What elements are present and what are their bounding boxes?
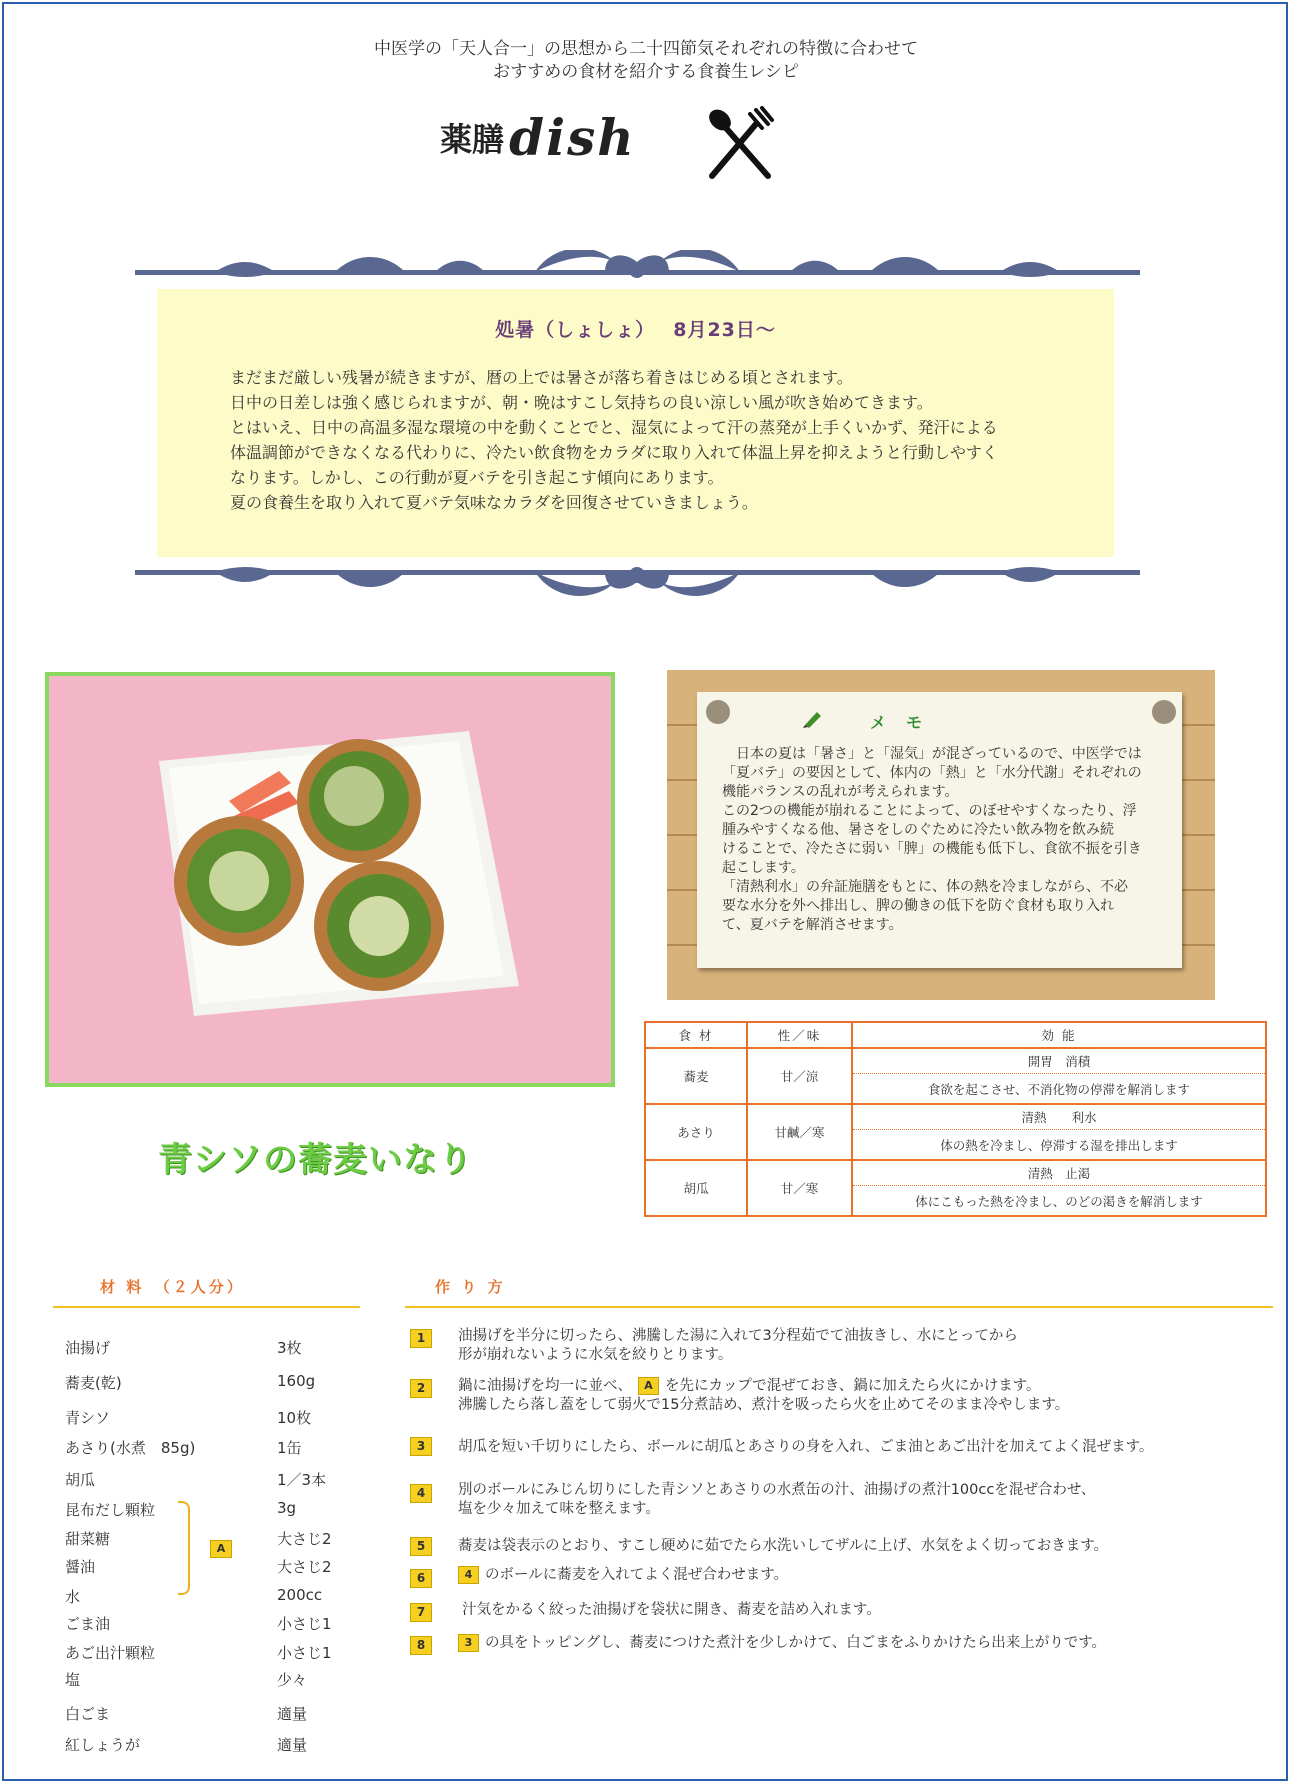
ingredient-name: 青シソ xyxy=(65,1409,111,1427)
season-title: 処暑（しょしょ） 8月23日～ xyxy=(495,319,776,341)
col-header-nature: 性／味 xyxy=(747,1022,852,1048)
ingredient-name: 白ごま xyxy=(65,1705,111,1723)
ingredient-amount: 1／3本 xyxy=(277,1471,327,1489)
memo-line: 要な水分を外へ排出し、脾の働きの低下を防ぐ食材も取り入れ xyxy=(722,898,1114,914)
col-header-effect: 効 能 xyxy=(852,1022,1266,1048)
memo-line: 起こします。 xyxy=(722,860,805,876)
memo-line: 機能バランスの乱れが考えられます。 xyxy=(722,784,959,800)
season-line: 夏の食養生を取り入れて夏バテ気味なカラダを回復させていきましょう。 xyxy=(230,493,758,512)
memo-line: 日本の夏は「暑さ」と「湿気」が混ざっているので、中医学では xyxy=(722,746,1142,762)
ingredients-heading: 材 料 （２人分） xyxy=(100,1278,245,1296)
step-line: 胡瓜を短い千切りにしたら、ボールに胡瓜とあさりの身を入れ、ごま油とあご出汁を加えてよく混ぜます。 xyxy=(458,1439,1154,1455)
cell-effect-title: 清熱 利水 xyxy=(852,1104,1266,1130)
memo-line: 「清熱利水」の弁証施膳をもとに、体の熱を冷ましながら、不必 xyxy=(722,879,1128,895)
ingredient-name: あご出汁顆粒 xyxy=(65,1644,156,1662)
season-line: 日中の日差しは強く感じられますが、朝・晩はすこし気持ちの良い涼しい風が吹き始めてきます。 xyxy=(230,393,933,412)
ingredients-rule xyxy=(53,1306,360,1308)
step-text xyxy=(458,1481,1095,1519)
step-text xyxy=(458,1438,1153,1457)
cell-food: あさり xyxy=(645,1104,747,1160)
step-text xyxy=(458,1537,1108,1556)
group-a-badge: A xyxy=(210,1540,232,1558)
cell-effect-title: 開胃 消積 xyxy=(852,1048,1266,1074)
cell-food: 胡瓜 xyxy=(645,1160,747,1216)
cell-food: 蕎麦 xyxy=(645,1048,747,1104)
step-ref-badge: A xyxy=(638,1377,659,1395)
effects-table xyxy=(644,1021,1267,1217)
step-line-post: のボールに蕎麦を入れてよく混ぜ合わせます。 xyxy=(485,1567,789,1583)
pencil-icon xyxy=(802,708,824,728)
memo-line: けることで、冷たさに弱い「脾」の機能も低下し、食欲不振を引き xyxy=(722,841,1142,857)
step-line: 形が崩れないように水気を絞りとります。 xyxy=(458,1347,733,1363)
steps-heading: 作 り 方 xyxy=(435,1278,506,1296)
step-text xyxy=(458,1327,1018,1365)
pin-icon xyxy=(1152,700,1176,724)
step-ref-badge: 3 xyxy=(458,1634,479,1652)
ingredient-amount: 適量 xyxy=(277,1705,308,1723)
step-line-post: の具をトッピングし、蕎麦につけた煮汁を少しかけて、白ごまをふりかけたら出来上がりです。 xyxy=(485,1635,1107,1651)
ingredient-name: 水 xyxy=(65,1588,81,1606)
ingredient-amount: 適量 xyxy=(277,1736,308,1754)
title-jp: 薬膳 xyxy=(440,120,505,159)
season-line: まだまだ厳しい残暑が続きますが、暦の上では暑さが落ち着きはじめる頃とされます。 xyxy=(230,368,853,387)
memo-line: て、夏バテを解消させます。 xyxy=(722,917,903,933)
cell-effect-desc: 体にこもった熱を冷まし、のどの渇きを解消します xyxy=(852,1186,1266,1217)
step-line: 蕎麦は袋表示のとおり、すこし硬めに茹でたら水洗いしてザルに上げ、水気をよく切っておきます。 xyxy=(458,1538,1109,1554)
step-number: 8 xyxy=(410,1636,432,1655)
step-text xyxy=(458,1377,1069,1415)
season-text xyxy=(230,365,1090,515)
step-number: 4 xyxy=(410,1484,432,1503)
step-ref-badge: 4 xyxy=(458,1566,479,1584)
step-line: 油揚げを半分に切ったら、沸騰した湯に入れて3分程茹でて油抜きし、水にとってから xyxy=(458,1328,1018,1344)
step-line-post: を先にカップで混ぜておき、鍋に加えたら火にかけます。 xyxy=(665,1378,1041,1394)
memo-text xyxy=(722,745,1162,935)
step-number: 1 xyxy=(410,1329,432,1348)
ingredient-name: 甜菜糖 xyxy=(65,1530,111,1548)
dish-photo xyxy=(45,672,615,1087)
ornament-bottom xyxy=(135,550,1140,600)
step-line xyxy=(452,1566,788,1585)
step-line: 汁気をかるく絞った油揚げを袋状に開き、蕎麦を詰め入れます。 xyxy=(462,1602,881,1618)
step-number: 2 xyxy=(410,1379,432,1398)
step-line xyxy=(452,1634,1106,1653)
page-title xyxy=(440,108,636,188)
intro-line-2: おすすめの食材を紹介する食養生レシピ xyxy=(493,62,799,82)
step-text xyxy=(452,1634,1106,1653)
memo-line: 「夏バテ」の要因として、体内の「熱」と「水分代謝」それぞれの xyxy=(722,765,1142,781)
table-row xyxy=(645,1160,1266,1186)
cell-nature: 甘鹹／寒 xyxy=(747,1104,852,1160)
pin-icon xyxy=(706,700,730,724)
table-row xyxy=(645,1048,1266,1074)
ingredient-amount: 大さじ2 xyxy=(277,1558,332,1576)
ingredient-amount: 小さじ1 xyxy=(277,1644,332,1662)
ingredient-name: 蕎麦(乾) xyxy=(65,1374,122,1392)
ingredient-amount: 200cc xyxy=(277,1586,323,1604)
table-header-row xyxy=(645,1022,1266,1048)
steps-rule xyxy=(405,1306,1273,1308)
cell-nature: 甘／寒 xyxy=(747,1160,852,1216)
ingredient-amount: 1缶 xyxy=(277,1439,302,1457)
ingredient-amount: 10枚 xyxy=(277,1409,312,1427)
ingredient-amount: 大さじ2 xyxy=(277,1530,332,1548)
cell-effect-title: 清熱 止渇 xyxy=(852,1160,1266,1186)
title-en: dish xyxy=(509,108,636,167)
ingredient-name: ごま油 xyxy=(65,1615,111,1633)
ingredient-name: 油揚げ xyxy=(65,1339,111,1357)
ingredient-amount: 160g xyxy=(277,1372,316,1390)
season-line: なります。しかし、この行動が夏バテを引き起こす傾向にあります。 xyxy=(230,468,724,487)
table-row xyxy=(645,1104,1266,1130)
step-line xyxy=(458,1377,1069,1396)
step-text xyxy=(462,1601,881,1620)
ingredient-name: 紅しょうが xyxy=(65,1736,141,1754)
step-line: 塩を少々加えて味を整えます。 xyxy=(458,1501,660,1517)
step-number: 3 xyxy=(410,1437,432,1456)
fork-spoon-icon xyxy=(700,106,780,184)
memo-heading: メ モ xyxy=(870,713,925,732)
ingredient-name: 昆布だし顆粒 xyxy=(65,1501,156,1519)
step-line: 沸騰したら落し蓋をして弱火で15分煮詰め、煮汁を吸ったら火を止めてそのまま冷やします。 xyxy=(458,1397,1070,1413)
ingredient-name: 胡瓜 xyxy=(65,1471,96,1489)
step-text xyxy=(452,1566,788,1585)
col-header-food: 食 材 xyxy=(645,1022,747,1048)
step-number: 5 xyxy=(410,1537,432,1556)
ingredient-name: あさり(水煮 85g) xyxy=(65,1439,196,1457)
ingredient-amount: 3g xyxy=(277,1499,297,1517)
season-line: とはいえ、日中の高温多湿な環境の中を動くことでと、湿気によって汗の蒸発が上手くいかず、発汗による xyxy=(230,418,998,437)
memo-line: 腫みやすくなる他、暑さをしのぐために冷たい飲み物を飲み続 xyxy=(722,822,1114,838)
step-line: 別のボールにみじん切りにした青シソとあさりの水煮缶の汁、油揚げの煮汁100ccを混ぜ合わせ、 xyxy=(458,1482,1096,1498)
cell-effect-desc: 体の熱を冷まし、停滞する湿を排出します xyxy=(852,1130,1266,1161)
step-number: 7 xyxy=(410,1603,432,1622)
cell-nature: 甘／涼 xyxy=(747,1048,852,1104)
ingredient-amount: 少々 xyxy=(277,1671,308,1689)
ingredient-name: 醤油 xyxy=(65,1558,96,1576)
dish-name: 青シソの蕎麦いなり xyxy=(158,1140,473,1180)
season-line: 体温調節ができなくなる代わりに、冷たい飲食物をカラダに取り入れて体温上昇を抑えようと行動しやすく xyxy=(230,443,998,462)
ingredient-amount: 3枚 xyxy=(277,1339,302,1357)
ingredient-amount: 小さじ1 xyxy=(277,1615,332,1633)
group-bracket xyxy=(178,1501,190,1595)
cell-effect-desc: 食欲を起こさせ、不消化物の停滞を解消します xyxy=(852,1074,1266,1105)
memo-line: この2つの機能が崩れることによって、のぼせやすくなったり、浮 xyxy=(722,803,1137,819)
intro-line-1: 中医学の「天人合一」の思想から二十四節気それぞれの特徴に合わせて xyxy=(374,39,918,59)
step-line-pre: 鍋に油揚げを均一に並べ、 xyxy=(458,1378,632,1394)
step-number: 6 xyxy=(410,1569,432,1588)
ingredient-name: 塩 xyxy=(65,1671,81,1689)
